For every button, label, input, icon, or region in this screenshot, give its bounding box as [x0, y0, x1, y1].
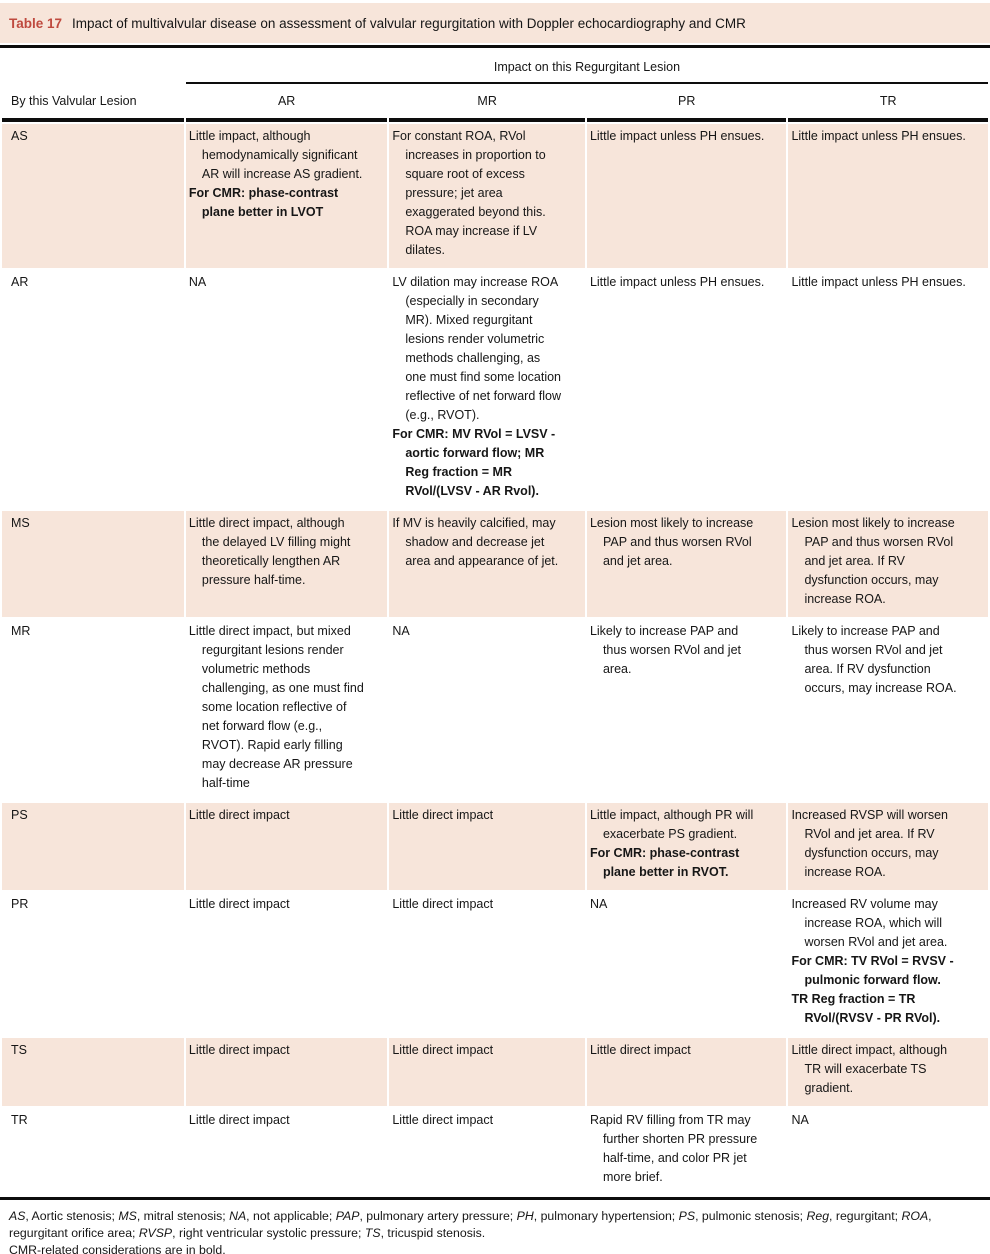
lesion-label: PS — [2, 803, 184, 890]
table-caption — [0, 3, 990, 43]
table-cell — [389, 124, 585, 268]
cell-text: Increased RV volume may increase ROA, which will worsen RVol and jet area. — [791, 897, 948, 949]
table-cell — [587, 803, 787, 890]
abbreviation-term: TS — [364, 1226, 381, 1240]
abbreviation-term: MS — [118, 1209, 137, 1223]
table-cell — [186, 1038, 387, 1106]
cell-text: Little direct impact — [188, 808, 290, 822]
table-cell — [389, 803, 585, 890]
table-cell — [788, 892, 988, 1036]
table-cell — [788, 1038, 988, 1106]
cell-text: Increased RVSP will worsen RVol and jet area. If RV dysfunction occurs, may increase ROA. — [791, 808, 949, 879]
cell-text: Little direct impact — [392, 897, 494, 911]
column-group-header: Impact on this Regurgitant Lesion — [186, 50, 988, 84]
table-cell — [587, 124, 787, 268]
table-row — [2, 892, 988, 1036]
cell-text: Little direct impact — [188, 1043, 290, 1057]
cell-text: For constant ROA, RVol increases in proportion to square root of excess pressure; jet area exaggerated beyond this. ROA may increase if LV dilates. — [392, 129, 546, 257]
lesion-label: AS — [2, 124, 184, 268]
abbreviation-term: PAP — [335, 1209, 360, 1223]
cell-text: Rapid RV filling from TR may further shorten PR pressure half-time, and color PR jet more brief. — [589, 1113, 758, 1184]
lesion-label: MS — [2, 511, 184, 617]
cmr-note-text: TR Reg fraction = TR RVol/(RVSV - PR RVol). — [791, 992, 941, 1025]
footnotes — [0, 1200, 990, 1254]
table-cell — [186, 124, 387, 268]
lesion-label: PR — [2, 892, 184, 1036]
table-cell — [587, 1038, 787, 1106]
cell-text: Likely to increase PAP and thus worsen RVol and jet area. If RV dysfunction occurs, may increase ROA. — [791, 624, 957, 695]
table-row — [2, 803, 988, 890]
column-header-tr: TR — [788, 86, 988, 122]
table-title: Impact of multivalvular disease on assessment of valvular regurgitation with Doppler echocardiography and CMR — [72, 15, 746, 31]
cmr-note-text: For CMR: TV RVol = RVSV - pulmonic forward flow. — [791, 954, 954, 987]
lesion-label: AR — [2, 270, 184, 509]
cell-text: Little direct impact — [589, 1043, 691, 1057]
cell-text: Little impact, although hemodynamically significant AR will increase AS gradient. — [188, 129, 363, 181]
abbreviation-term: PH — [516, 1209, 534, 1223]
abbreviation-term: Reg — [806, 1209, 830, 1223]
table-cell — [788, 124, 988, 268]
table-cell — [186, 270, 387, 509]
table-cell — [587, 1108, 787, 1195]
table-cell — [389, 619, 585, 801]
column-header-mr: MR — [389, 86, 585, 122]
abbreviation-term: PS — [678, 1209, 696, 1223]
cell-text: Little impact unless PH ensues. — [791, 275, 966, 289]
cell-text: Little impact unless PH ensues. — [791, 129, 966, 143]
table-cell — [587, 892, 787, 1036]
cell-text: LV dilation may increase ROA (especially in secondary MR). Mixed regurgitant lesions render volumetric methods challenging, as one must find some location reflective of net forward flow (e.g., RVOT). — [392, 275, 561, 422]
table-cell — [587, 511, 787, 617]
cell-text: Little direct impact — [188, 1113, 290, 1127]
cell-text: NA — [392, 624, 410, 638]
table-cell — [788, 803, 988, 890]
cell-text: If MV is heavily calcified, may shadow and decrease jet area and appearance of jet. — [392, 516, 559, 568]
cell-text: NA — [791, 1113, 809, 1127]
multivalvular-impact-table — [0, 48, 990, 1197]
table-cell — [788, 1108, 988, 1195]
table-cell — [186, 892, 387, 1036]
table-cell — [186, 511, 387, 617]
table-cell — [389, 511, 585, 617]
spanner-row — [2, 50, 988, 84]
table-cell — [186, 1108, 387, 1195]
cell-text: Little impact unless PH ensues. — [589, 129, 765, 143]
abbreviation-term: NA — [229, 1209, 247, 1223]
cell-text: Little direct impact — [392, 1113, 494, 1127]
row-header-label: By this Valvular Lesion — [2, 86, 184, 122]
abbreviation-term: ROA — [901, 1209, 929, 1223]
abbreviation-term: RVSP — [138, 1226, 173, 1240]
cell-text: Little direct impact, but mixed regurgitant lesions render volumetric methods challenging, as one must find some location reflective of net forward flow (e.g., RVOT). Rapid early filling may decrease AR pressure half-time — [188, 624, 364, 790]
table-row — [2, 270, 988, 509]
table-cell — [389, 1108, 585, 1195]
table-cell — [788, 619, 988, 801]
column-header-ar: AR — [186, 86, 387, 122]
cell-text: Little direct impact — [392, 1043, 494, 1057]
spanner-spacer — [2, 50, 184, 84]
table-row — [2, 511, 988, 617]
cell-text: Lesion most likely to increase PAP and thus worsen RVol and jet area. If RV dysfunction occurs, may increase ROA. — [791, 516, 955, 606]
abbreviation-term: AS — [9, 1209, 26, 1223]
cell-text: Lesion most likely to increase PAP and thus worsen RVol and jet area. — [589, 516, 754, 568]
table-row — [2, 124, 988, 268]
table-cell — [587, 270, 787, 509]
cell-text: Little direct impact, although the delayed LV filling might theoretically lengthen AR pressure half-time. — [188, 516, 351, 587]
table-body — [2, 124, 988, 1195]
table-row — [2, 1038, 988, 1106]
cmr-note-text: For CMR: MV RVol = LVSV - aortic forward flow; MR Reg fraction = MR RVol/(LVSV - AR Rvol). — [392, 427, 556, 498]
lesion-label: TS — [2, 1038, 184, 1106]
footnote-abbreviations: AS, Aortic stenosis; MS, mitral stenosis; NA, not applicable; PAP, pulmonary artery pressure; PH, pulmonary hypertension; PS, pulmonic stenosis; Reg, regurgitant; ROA, regurgitant orifice area; RVSP, right ventricular systolic pressure; TS, tricuspid stenosis. — [9, 1209, 932, 1240]
table-cell — [389, 270, 585, 509]
cell-text: Likely to increase PAP and thus worsen RVol and jet area. — [589, 624, 742, 676]
table-number: Table 17 — [9, 15, 63, 31]
table-cell — [186, 619, 387, 801]
column-header-row — [2, 86, 988, 122]
table-cell — [389, 892, 585, 1036]
cell-text: Little impact, although PR will exacerbate PS gradient. — [589, 808, 754, 841]
table-cell — [389, 1038, 585, 1106]
table-row — [2, 1108, 988, 1195]
footnote-note: CMR-related considerations are in bold. — [9, 1243, 226, 1254]
cell-text: Little direct impact — [188, 897, 290, 911]
cell-text: Little direct impact, although TR will exacerbate TS gradient. — [791, 1043, 948, 1095]
cell-text: NA — [589, 897, 608, 911]
table-row — [2, 619, 988, 801]
lesion-label: TR — [2, 1108, 184, 1195]
column-header-pr: PR — [587, 86, 787, 122]
table-cell — [186, 803, 387, 890]
table-cell — [788, 270, 988, 509]
table-cell — [587, 619, 787, 801]
cmr-note-text: For CMR: phase-contrast plane better in RVOT. — [589, 846, 740, 879]
cell-text: NA — [188, 275, 207, 289]
cmr-note-text: For CMR: phase-contrast plane better in LVOT — [188, 186, 339, 219]
cell-text: Little direct impact — [392, 808, 494, 822]
table-cell — [788, 511, 988, 617]
lesion-label: MR — [2, 619, 184, 801]
cell-text: Little impact unless PH ensues. — [589, 275, 765, 289]
table-header — [2, 50, 988, 122]
